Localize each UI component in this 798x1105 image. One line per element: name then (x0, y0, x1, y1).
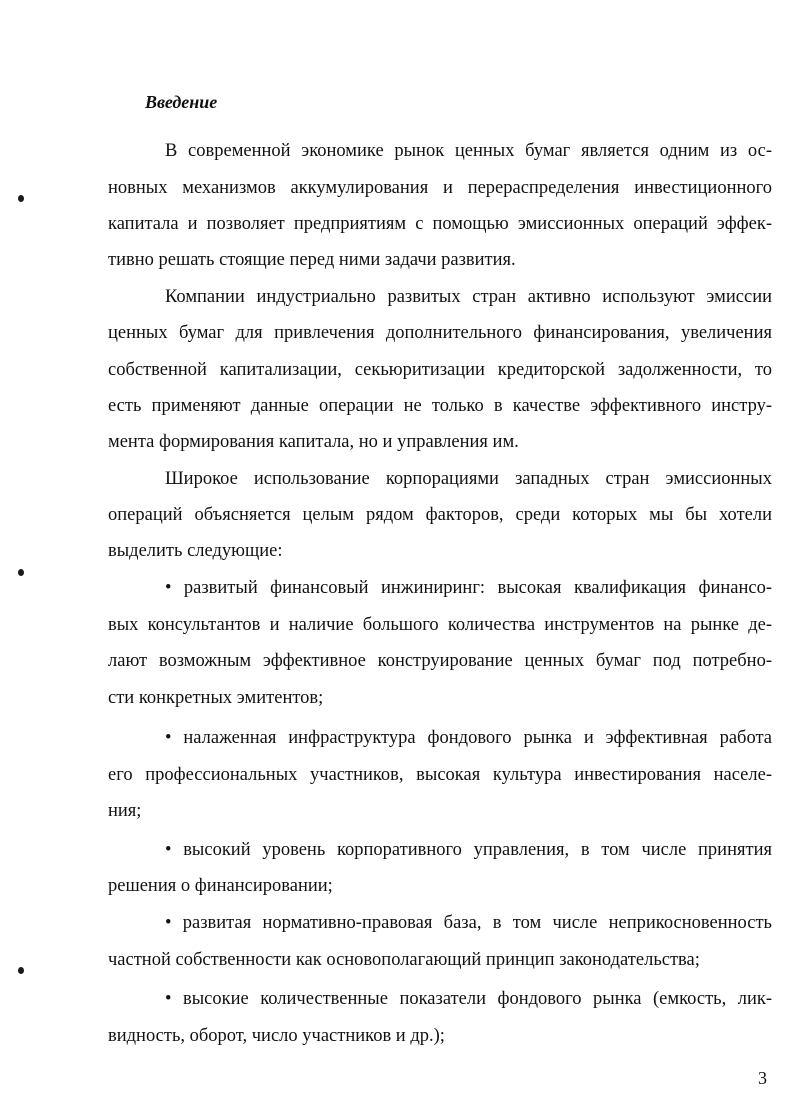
bullet-item-line: видность, оборот, число участников и др.); (108, 1026, 445, 1046)
bullet-item-line: решения о финансировании; (108, 876, 333, 896)
paragraph-line: ценных бумаг для привлечения дополнительного финансирования, увеличения (108, 323, 772, 343)
page-number: 3 (758, 1068, 767, 1088)
punch-hole-mark (18, 569, 24, 576)
punch-hole-mark (18, 195, 24, 202)
bullet-item-line: • развитый финансовый инжиниринг: высокая квалификация финансо- (165, 578, 772, 598)
section-heading: Введение (145, 92, 218, 112)
paragraph-line: есть применяют данные операции не только в качестве эффективного инстру- (108, 396, 772, 416)
bullet-item-line: ния; (108, 801, 142, 821)
paragraph-line: Компании индустриально развитых стран активно используют эмиссии (165, 287, 772, 307)
bullet-item-line: • развитая нормативно-правовая база, в том числе неприкосновенность (165, 913, 772, 933)
bullet-item-line: частной собственности как основополагающий принцип законодательства; (108, 950, 700, 970)
paragraph-line: новных механизмов аккумулирования и перераспределения инвестиционного (108, 178, 772, 198)
bullet-item-line: • высокие количественные показатели фондового рынка (емкость, лик- (165, 989, 772, 1009)
bullet-item-line: лают возможным эффективное конструирование ценных бумаг под потребно- (108, 651, 772, 671)
paragraph-line: В современной экономике рынок ценных бумаг является одним из ос- (165, 141, 772, 161)
paragraph-line: капитала и позволяет предприятиям с помощью эмиссионных операций эффек- (108, 214, 772, 234)
bullet-item-line: сти конкретных эмитентов; (108, 688, 324, 708)
bullet-item-line: его профессиональных участников, высокая культура инвестирования населе- (108, 765, 772, 785)
paragraph-line: Широкое использование корпорациями западных стран эмиссионных (165, 469, 772, 489)
bullet-item-line: • налаженная инфраструктура фондового рынка и эффективная работа (165, 728, 772, 748)
bullet-item-line: • высокий уровень корпоративного управления, в том числе принятия (165, 840, 772, 860)
paragraph-line: выделить следующие: (108, 541, 283, 561)
paragraph-line: собственной капитализации, секьюритизации кредиторской задолженности, то (108, 360, 772, 380)
paragraph-line: операций объясняется целым рядом факторов, среди которых мы бы хотели (108, 505, 772, 525)
paragraph-line: мента формирования капитала, но и управления им. (108, 432, 519, 452)
bullet-item-line: вых консультантов и наличие большого количества инструментов на рынке де- (108, 615, 772, 635)
punch-hole-mark (18, 967, 24, 974)
paragraph-line: тивно решать стоящие перед ними задачи развития. (108, 250, 516, 270)
